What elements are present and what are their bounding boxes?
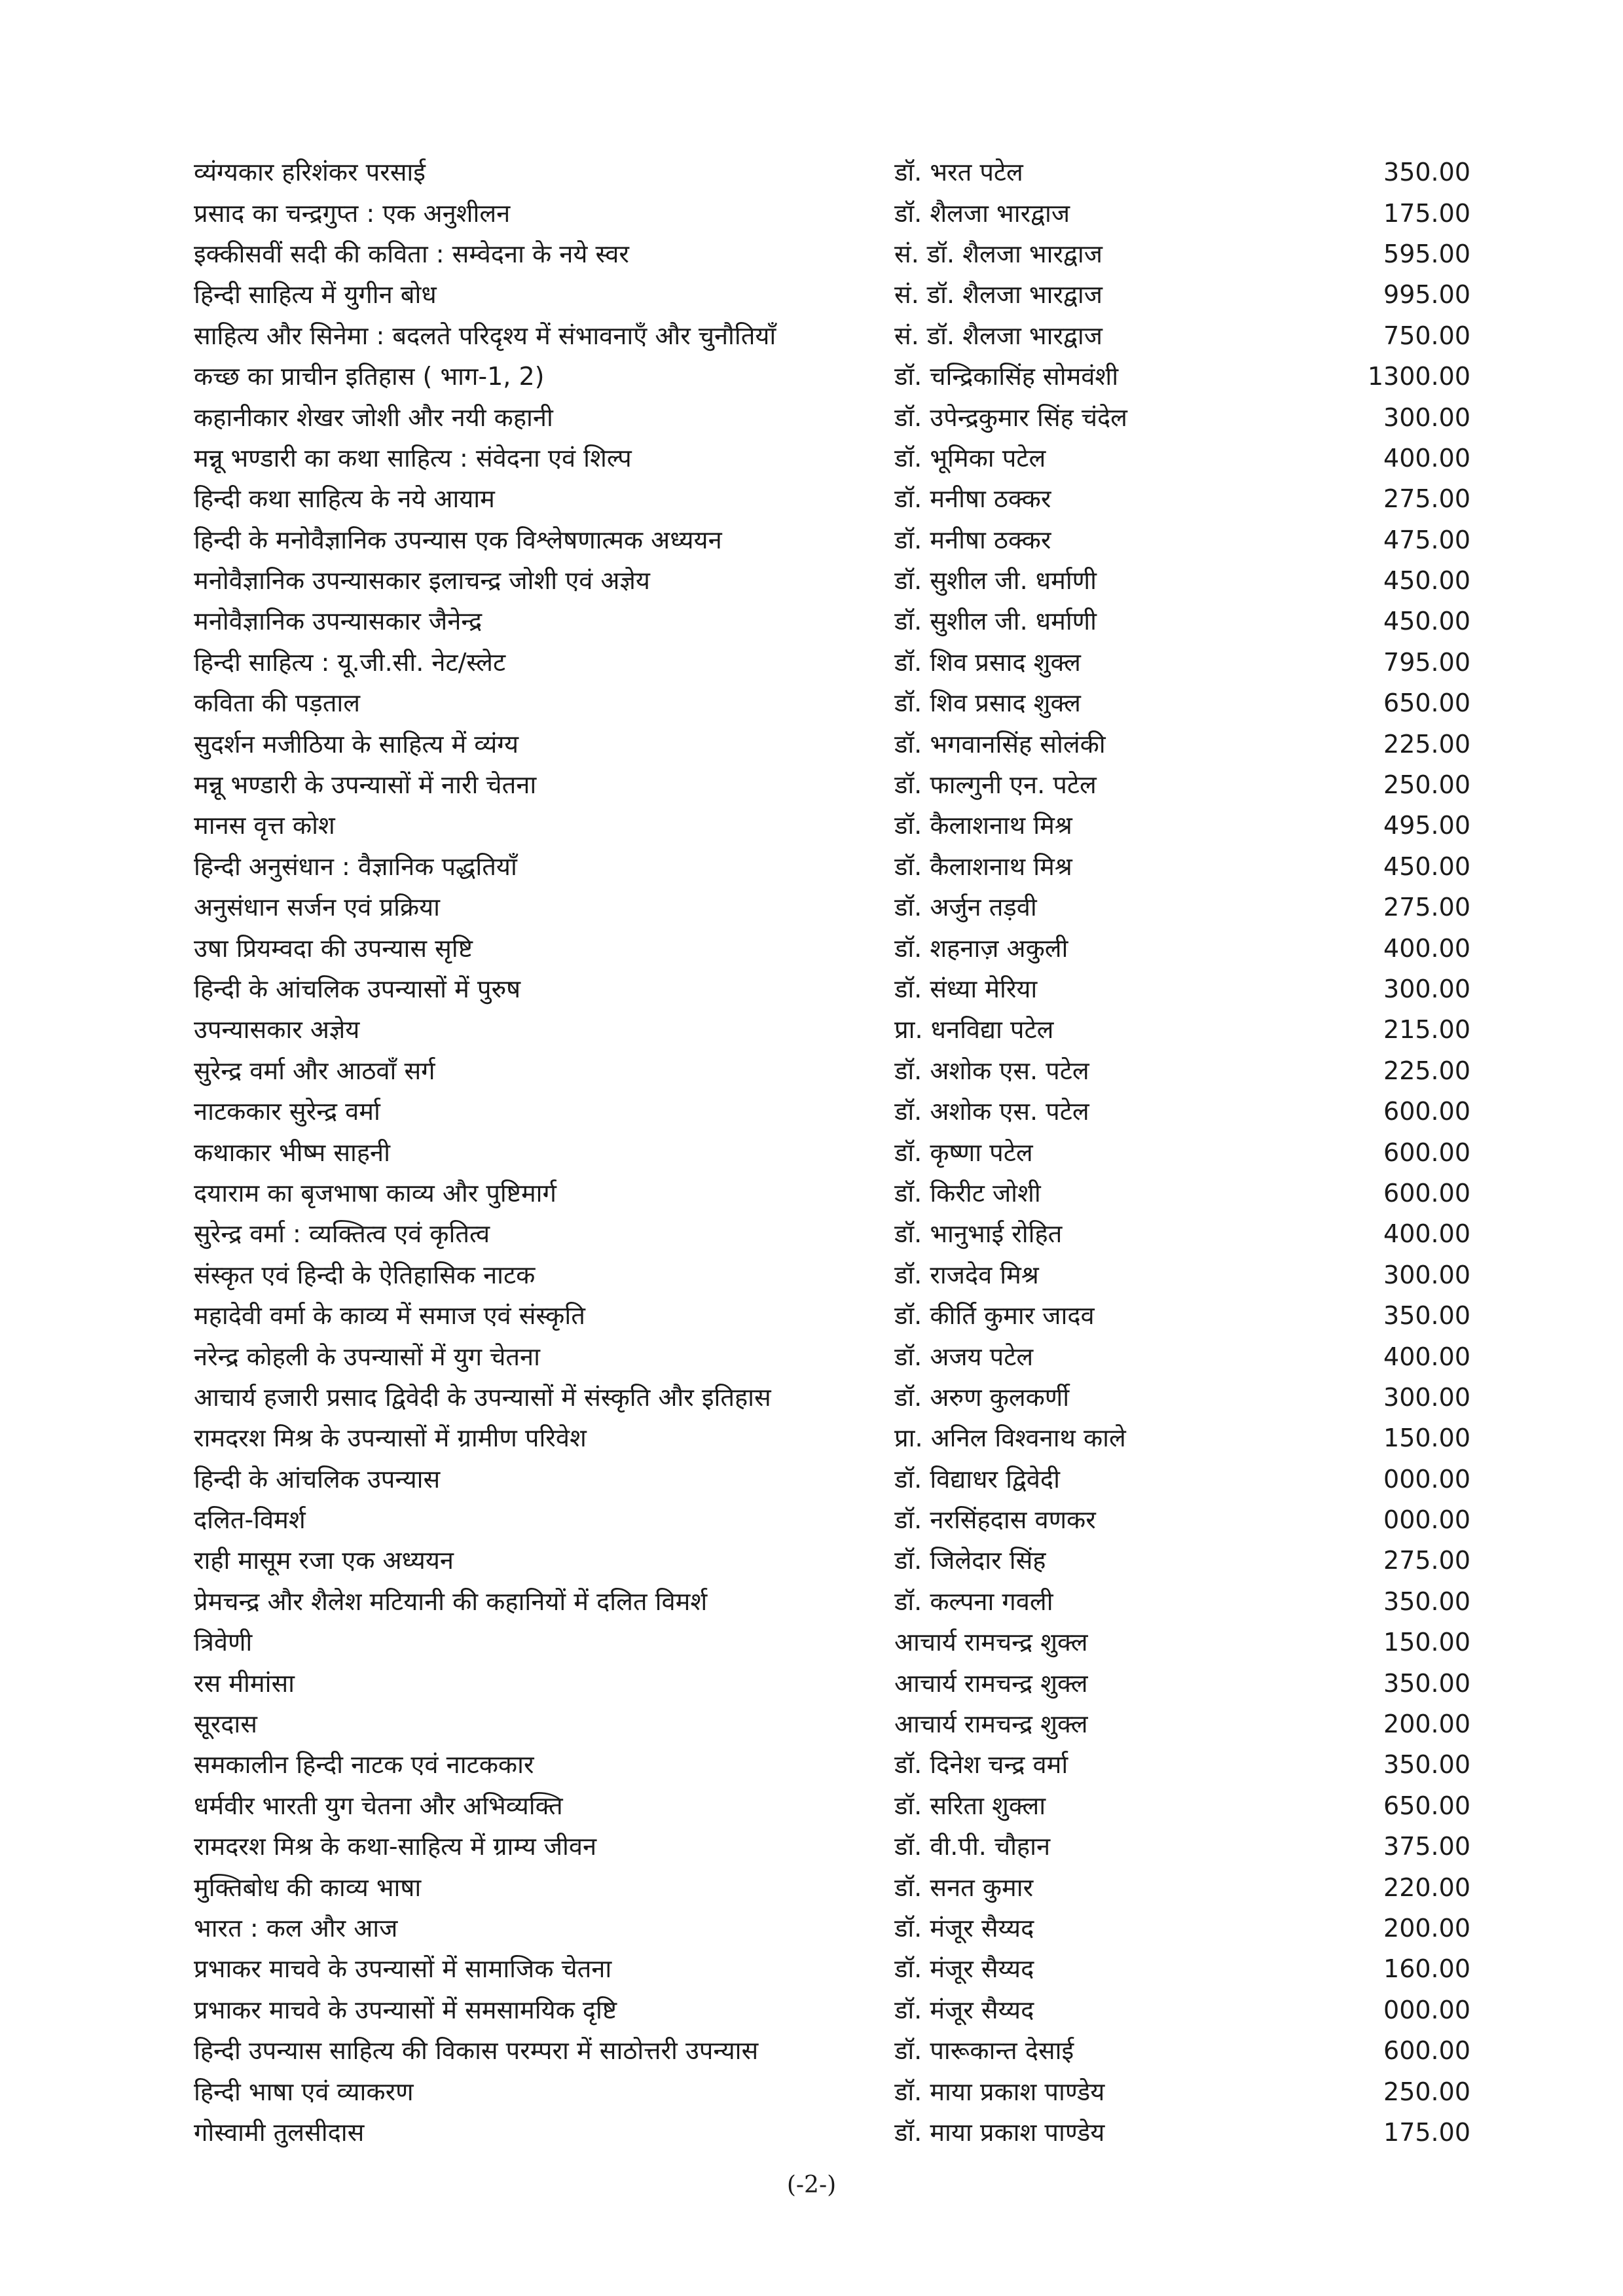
book-price: 000.00 [1383, 1505, 1470, 1535]
book-price: 150.00 [1383, 1628, 1470, 1657]
book-author: डॉ. शैलजा भारद्वाज [894, 198, 1070, 228]
book-row [194, 969, 1470, 1009]
book-title: हिन्दी अनुसंधान : वैज्ञानिक पद्धतियाँ [194, 852, 517, 881]
book-catalog-list [194, 152, 1470, 2153]
book-author: डॉ. अर्जुन तड़वी [894, 893, 1037, 922]
book-title: हिन्दी के मनोवैज्ञानिक उपन्यास एक विश्लेषणात्मक अध्ययन [194, 525, 722, 554]
book-author: डॉ. मंजूर सैय्यद [894, 1913, 1034, 1943]
book-row [194, 1213, 1470, 1254]
book-title: नाटककार सुरेन्द्र वर्मा [194, 1097, 380, 1126]
book-title: प्रभाकर माचवे के उपन्यासों में सामाजिक चेतना [194, 1954, 612, 1984]
book-row [194, 274, 1470, 315]
book-author: डॉ. अशोक एस. पटेल [894, 1056, 1089, 1085]
book-price: 250.00 [1383, 770, 1470, 800]
book-author: प्रा. अनिल विश्वनाथ काले [894, 1424, 1126, 1453]
book-title: आचार्य हजारी प्रसाद द्विवेदी के उपन्यासों में संस्कृति और इतिहास [194, 1382, 771, 1412]
book-price: 600.00 [1383, 1138, 1470, 1167]
book-author: डॉ. संध्या मेरिया [894, 975, 1038, 1003]
book-author: डॉ. विद्याधर द्विवेदी [894, 1464, 1060, 1494]
book-row [194, 1336, 1470, 1376]
book-row [194, 805, 1470, 846]
book-title: कहानीकार शेखर जोशी और नयी कहानी [194, 403, 553, 432]
book-author: आचार्य रामचन्द्र शुक्ल [894, 1628, 1088, 1657]
book-price: 350.00 [1383, 1750, 1470, 1780]
book-author: डॉ. वी.पी. चौहान [894, 1832, 1051, 1861]
book-title: मनोवैज्ञानिक उपन्यासकार जैनेन्द्र [194, 607, 483, 636]
book-row [194, 234, 1470, 274]
book-author: डॉ. मनीषा ठक्कर [894, 484, 1051, 514]
book-title: रस मीमांसा [194, 1668, 295, 1698]
book-author: डॉ. सुशील जी. धर्माणी [894, 566, 1097, 596]
book-price: 275.00 [1383, 1546, 1470, 1575]
book-title: महादेवी वर्मा के काव्य में समाज एवं संस्कृति [194, 1301, 585, 1331]
book-title: दयाराम का बृजभाषा काव्य और पुष्टिमार्ग [194, 1178, 556, 1208]
book-title: रामदरश मिश्र के कथा-साहित्य में ग्राम्य जीवन [194, 1832, 597, 1861]
book-price: 350.00 [1383, 158, 1470, 187]
book-author: डॉ. सरिता शुक्ला [894, 1791, 1046, 1820]
book-title: गोस्वामी तुलसीदास [194, 2117, 365, 2147]
book-price: 600.00 [1383, 2036, 1470, 2066]
book-price: 650.00 [1383, 1791, 1470, 1820]
book-row [194, 1540, 1470, 1581]
book-author: डॉ. अशोक एस. पटेल [894, 1097, 1089, 1126]
book-title: सुरेन्द्र वर्मा : व्यक्तित्व एवं कृतित्व [194, 1219, 490, 1249]
book-price: 795.00 [1383, 647, 1470, 677]
book-row [194, 723, 1470, 764]
book-row [194, 356, 1470, 397]
book-price: 160.00 [1383, 1954, 1470, 1984]
book-title: मुक्तिबोध की काव्य भाषा [194, 1873, 422, 1902]
book-price: 300.00 [1383, 403, 1470, 432]
book-author: आचार्य रामचन्द्र शुक्ल [894, 1710, 1088, 1739]
book-title: रामदरश मिश्र के उपन्यासों में ग्रामीण परिवेश [194, 1424, 587, 1453]
book-row [194, 560, 1470, 601]
book-row [194, 1704, 1470, 1744]
book-price: 600.00 [1383, 1097, 1470, 1126]
book-title: सुदर्शन मजीठिया के साहित्य में व्यंग्य [194, 729, 519, 759]
book-author: डॉ. नरसिंहदास वणकर [894, 1505, 1096, 1535]
book-row [194, 478, 1470, 519]
book-price: 650.00 [1383, 689, 1470, 718]
book-row [194, 764, 1470, 805]
book-title: मनोवैज्ञानिक उपन्यासकार इलाचन्द्र जोशी एवं अज्ञेय [194, 566, 650, 596]
book-title: धर्मवीर भारती युग चेतना और अभिव्यक्ति [194, 1791, 563, 1820]
book-price: 375.00 [1383, 1832, 1470, 1861]
book-row [194, 1622, 1470, 1662]
book-price: 495.00 [1383, 811, 1470, 840]
book-title: हिन्दी उपन्यास साहित्य की विकास परम्परा में साठोत्तरी उपन्यास [194, 2036, 759, 2066]
book-row [194, 1499, 1470, 1540]
book-author: डॉ. उपेन्द्रकुमार सिंह चंदेल [894, 403, 1127, 432]
book-price: 600.00 [1383, 1178, 1470, 1208]
book-author: डॉ. फाल्गुनी एन. पटेल [894, 770, 1097, 800]
book-row [194, 520, 1470, 560]
book-price: 350.00 [1383, 1301, 1470, 1331]
book-row [194, 1377, 1470, 1418]
book-row [194, 887, 1470, 927]
book-title: प्रभाकर माचवे के उपन्यासों में समसामयिक दृष्टि [194, 1995, 617, 2024]
book-title: कविता की पड़ताल [194, 689, 361, 718]
book-title: कच्छ का प्राचीन इतिहास ( भाग-1, 2) [194, 362, 545, 391]
book-price: 200.00 [1383, 1913, 1470, 1943]
book-title: हिन्दी के आंचलिक उपन्यासों में पुरुष [194, 975, 521, 1003]
book-row [194, 1744, 1470, 1785]
book-price: 225.00 [1383, 1056, 1470, 1085]
book-price: 400.00 [1383, 1219, 1470, 1249]
book-price: 175.00 [1383, 198, 1470, 228]
book-price: 220.00 [1383, 1873, 1470, 1902]
book-author: डॉ. किरीट जोशी [894, 1178, 1041, 1208]
book-price: 450.00 [1383, 607, 1470, 636]
book-title: दलित-विमर्श [194, 1505, 306, 1535]
book-price: 350.00 [1383, 1668, 1470, 1698]
book-author: प्रा. धनविद्या पटेल [894, 1015, 1054, 1045]
book-author: डॉ. भूमिका पटेल [894, 443, 1046, 473]
book-author: सं. डॉ. शैलजा भारद्वाज [894, 239, 1103, 268]
book-row [194, 192, 1470, 233]
book-title: कथाकार भीष्म साहनी [194, 1138, 390, 1167]
book-price: 175.00 [1383, 2117, 1470, 2147]
book-row [194, 315, 1470, 356]
book-author: डॉ. भानुभाई रोहित [894, 1219, 1063, 1249]
book-price: 000.00 [1383, 1464, 1470, 1494]
book-title: भारत : कल और आज [194, 1913, 398, 1943]
book-row [194, 1418, 1470, 1458]
book-price: 1300.00 [1367, 362, 1470, 391]
book-title: साहित्य और सिनेमा : बदलते परिदृश्य में संभावनाएँ और चुनौतियाँ [194, 321, 776, 350]
book-row [194, 1785, 1470, 1826]
book-title: प्रसाद का चन्द्रगुप्त : एक अनुशीलन [194, 198, 511, 228]
book-price: 995.00 [1383, 280, 1470, 310]
book-row [194, 1459, 1470, 1499]
book-author: डॉ. चन्द्रिकासिंह सोमवंशी [894, 362, 1119, 391]
book-title: नरेन्द्र कोहली के उपन्यासों में युग चेतना [194, 1342, 540, 1371]
book-row [194, 2071, 1470, 2111]
book-author: डॉ. अजय पटेल [894, 1342, 1034, 1371]
book-row [194, 1581, 1470, 1622]
book-author: डॉ. सनत कुमार [894, 1873, 1034, 1902]
book-title: मानस वृत्त कोश [194, 811, 335, 840]
book-price: 750.00 [1383, 321, 1470, 350]
book-row [194, 1295, 1470, 1336]
book-title: सूरदास [194, 1710, 257, 1739]
book-price: 475.00 [1383, 525, 1470, 554]
book-author: डॉ. माया प्रकाश पाण्डेय [894, 2117, 1105, 2147]
book-row [194, 438, 1470, 478]
book-title: संस्कृत एवं हिन्दी के ऐतिहासिक नाटक [194, 1260, 536, 1289]
book-row [194, 1091, 1470, 1132]
book-row [194, 1009, 1470, 1050]
book-title: समकालीन हिन्दी नाटक एवं नाटककार [194, 1750, 534, 1780]
book-price: 450.00 [1383, 566, 1470, 596]
book-title: उषा प्रियम्वदा की उपन्यास सृष्टि [194, 933, 473, 963]
book-price: 200.00 [1383, 1710, 1470, 1739]
book-price: 250.00 [1383, 2077, 1470, 2106]
book-row [194, 846, 1470, 887]
book-author: डॉ. कल्पना गवली [894, 1587, 1053, 1616]
book-author: डॉ. शिव प्रसाद शुक्ल [894, 689, 1081, 718]
book-row [194, 1908, 1470, 1948]
book-price: 000.00 [1383, 1995, 1470, 2024]
book-row [194, 397, 1470, 437]
book-row [194, 2112, 1470, 2153]
book-author: डॉ. पारूकान्त देसाई [894, 2036, 1074, 2066]
book-row [194, 1050, 1470, 1091]
book-author: डॉ. सुशील जी. धर्माणी [894, 607, 1097, 636]
book-row [194, 152, 1470, 192]
book-author: डॉ. कृष्णा पटेल [894, 1138, 1033, 1167]
book-price: 300.00 [1383, 1260, 1470, 1289]
book-price: 215.00 [1383, 1015, 1470, 1045]
book-row [194, 2030, 1470, 2071]
book-title: उपन्यासकार अज्ञेय [194, 1015, 360, 1045]
book-price: 450.00 [1383, 852, 1470, 881]
book-author: डॉ. कैलाशनाथ मिश्र [894, 811, 1072, 840]
book-price: 275.00 [1383, 893, 1470, 922]
book-price: 150.00 [1383, 1424, 1470, 1453]
book-title: त्रिवेणी [194, 1628, 253, 1657]
book-price: 300.00 [1383, 975, 1470, 1003]
book-author: डॉ. मंजूर सैय्यद [894, 1954, 1034, 1984]
book-title: हिन्दी कथा साहित्य के नये आयाम [194, 484, 495, 514]
book-price: 595.00 [1383, 239, 1470, 268]
book-author: डॉ. दिनेश चन्द्र वर्मा [894, 1750, 1068, 1780]
book-price: 400.00 [1383, 443, 1470, 473]
book-price: 300.00 [1383, 1382, 1470, 1412]
book-author: डॉ. शिव प्रसाद शुक्ल [894, 647, 1081, 677]
book-author: आचार्य रामचन्द्र शुक्ल [894, 1668, 1088, 1698]
book-author: डॉ. भरत पटेल [894, 158, 1023, 187]
book-title: अनुसंधान सर्जन एवं प्रक्रिया [194, 893, 440, 922]
book-title: हिन्दी के आंचलिक उपन्यास [194, 1464, 441, 1494]
book-row [194, 1826, 1470, 1867]
book-row [194, 683, 1470, 723]
book-title: व्यंग्यकार हरिशंकर परसाई [194, 158, 426, 187]
book-row [194, 601, 1470, 641]
book-row [194, 1948, 1470, 1989]
book-row [194, 1867, 1470, 1907]
book-author: डॉ. कैलाशनाथ मिश्र [894, 852, 1072, 881]
book-row [194, 1990, 1470, 2030]
book-title: मन्नू भण्डारी के उपन्यासों में नारी चेतना [194, 770, 537, 800]
book-title: सुरेन्द्र वर्मा और आठवाँ सर्ग [194, 1056, 435, 1085]
book-title: हिन्दी साहित्य में युगीन बोध [194, 280, 437, 310]
book-row [194, 927, 1470, 968]
book-row [194, 1173, 1470, 1213]
book-row [194, 1255, 1470, 1295]
book-title: हिन्दी भाषा एवं व्याकरण [194, 2077, 414, 2106]
book-author: डॉ. भगवानसिंह सोलंकी [894, 729, 1106, 759]
book-row [194, 1662, 1470, 1703]
book-title: मन्नू भण्डारी का कथा साहित्य : संवेदना एवं शिल्प [194, 443, 632, 473]
book-row [194, 1132, 1470, 1172]
book-author: डॉ. जिलेदार सिंह [894, 1546, 1046, 1575]
book-author: डॉ. मंजूर सैय्यद [894, 1995, 1034, 2024]
book-author: डॉ. माया प्रकाश पाण्डेय [894, 2077, 1105, 2106]
page-number: (-2-) [786, 2172, 837, 2198]
book-author: डॉ. अरुण कुलकर्णी [894, 1382, 1070, 1412]
book-price: 225.00 [1383, 729, 1470, 759]
book-author: डॉ. मनीषा ठक्कर [894, 525, 1051, 554]
book-row [194, 642, 1470, 683]
book-price: 400.00 [1383, 933, 1470, 963]
book-price: 350.00 [1383, 1587, 1470, 1616]
book-author: डॉ. कीर्ति कुमार जादव [894, 1301, 1095, 1331]
book-title: हिन्दी साहित्य : यू.जी.सी. नेट/स्लेट [194, 647, 506, 677]
book-price: 400.00 [1383, 1342, 1470, 1371]
book-author: डॉ. शहनाज़ अकुली [894, 933, 1068, 963]
book-title: राही मासूम रजा एक अध्ययन [194, 1546, 454, 1575]
book-title: प्रेमचन्द्र और शैलेश मटियानी की कहानियों में दलित विमर्श [194, 1587, 708, 1616]
book-author: सं. डॉ. शैलजा भारद्वाज [894, 280, 1103, 310]
book-author: डॉ. राजदेव मिश्र [894, 1260, 1039, 1289]
book-price: 275.00 [1383, 484, 1470, 514]
book-author: सं. डॉ. शैलजा भारद्वाज [894, 321, 1103, 350]
book-title: इक्कीसवीं सदी की कविता : सम्वेदना के नये स्वर [194, 239, 629, 268]
